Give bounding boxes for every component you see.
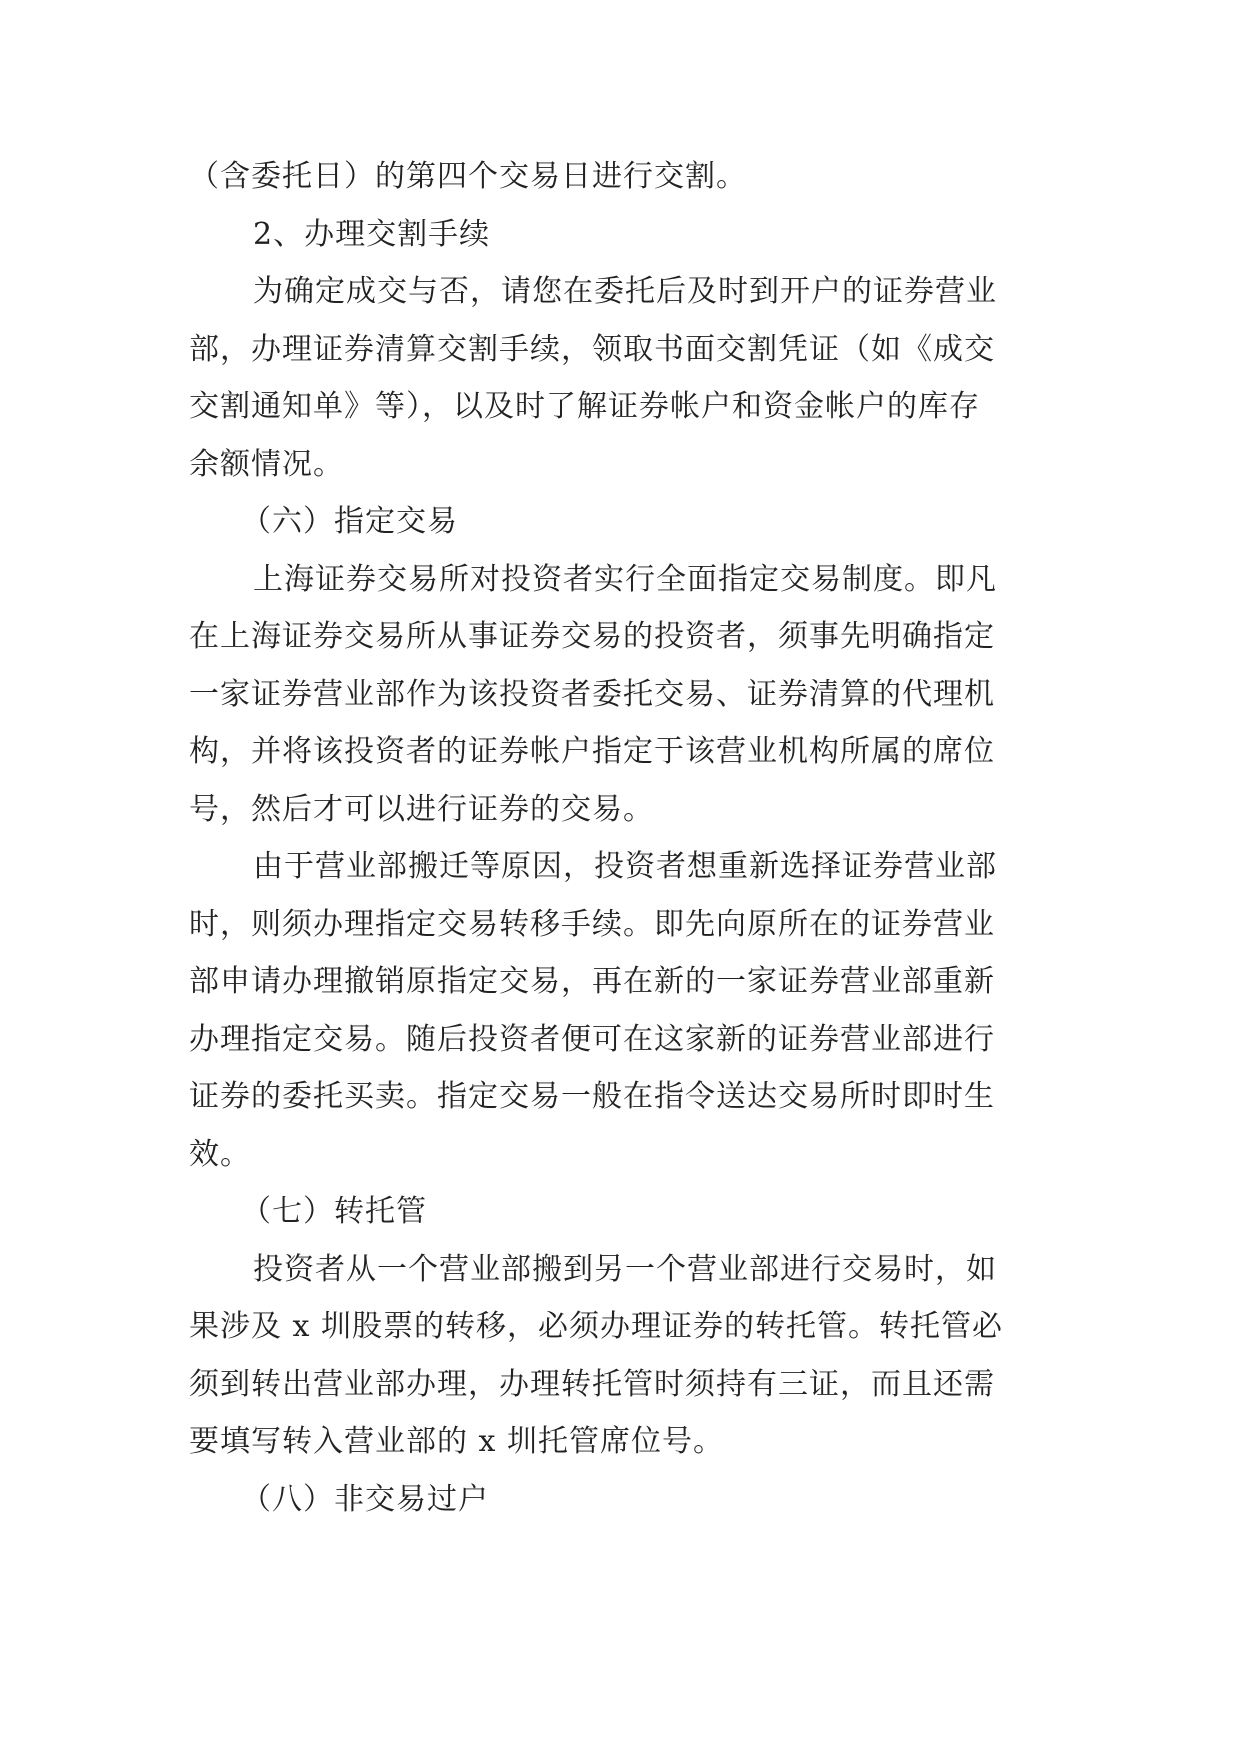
paragraph-line: 须到转出营业部办理，办理转托管时须持有三证，而且还需 xyxy=(189,1366,995,1402)
document-body xyxy=(189,148,1049,1528)
section-heading: （六）指定交易 xyxy=(241,504,458,539)
paragraph-line: （含委托日）的第四个交易日进行交割。 xyxy=(189,159,747,194)
paragraph-line: 果涉及 x 圳股票的转移，必须办理证券的转托管。转托管必 xyxy=(189,1309,1003,1344)
section-heading: （八）非交易过户 xyxy=(241,1481,489,1517)
paragraph-line: 办理指定交易。随后投资者便可在这家新的证券营业部进行 xyxy=(189,1021,995,1057)
paragraph-line: 部，办理证券清算交割手续，领取书面交割凭证（如《成交 xyxy=(189,331,995,367)
paragraph-line: 部申请办理撤销原指定交易，再在新的一家证券营业部重新 xyxy=(189,964,995,999)
paragraph-line: 一家证券营业部作为该投资者委托交易、证券清算的代理机 xyxy=(189,676,995,712)
paragraph-line: 余额情况。 xyxy=(189,446,344,482)
paragraph-line: 上海证券交易所对投资者实行全面指定交易制度。即凡 xyxy=(253,561,997,597)
paragraph-line: 构，并将该投资者的证券帐户指定于该营业机构所属的席位 xyxy=(189,734,995,769)
paragraph-line: 要填写转入营业部的 x 圳托管席位号。 xyxy=(189,1424,724,1459)
paragraph-line: 效。 xyxy=(189,1136,251,1172)
paragraph-line: 交割通知单》等），以及时了解证券帐户和资金帐户的库存 xyxy=(189,389,980,424)
paragraph-line: 号，然后才可以进行证券的交易。 xyxy=(189,791,654,827)
paragraph-line: 证券的委托买卖。指定交易一般在指令送达交易所时即时生 xyxy=(189,1079,995,1114)
section-heading: （七）转托管 xyxy=(241,1194,427,1229)
paragraph-line: 投资者从一个营业部搬到另一个营业部进行交易时，如 xyxy=(253,1251,997,1287)
paragraph-line: 时，则须办理指定交易转移手续。即先向原所在的证券营业 xyxy=(189,906,995,942)
paragraph-line: 为确定成交与否，请您在委托后及时到开户的证券营业 xyxy=(253,274,997,309)
paragraph-line: 由于营业部搬迁等原因，投资者想重新选择证券营业部 xyxy=(253,849,997,884)
paragraph-line: 在上海证券交易所从事证券交易的投资者，须事先明确指定 xyxy=(189,619,995,654)
section-heading: 2、办理交割手续 xyxy=(253,216,491,252)
